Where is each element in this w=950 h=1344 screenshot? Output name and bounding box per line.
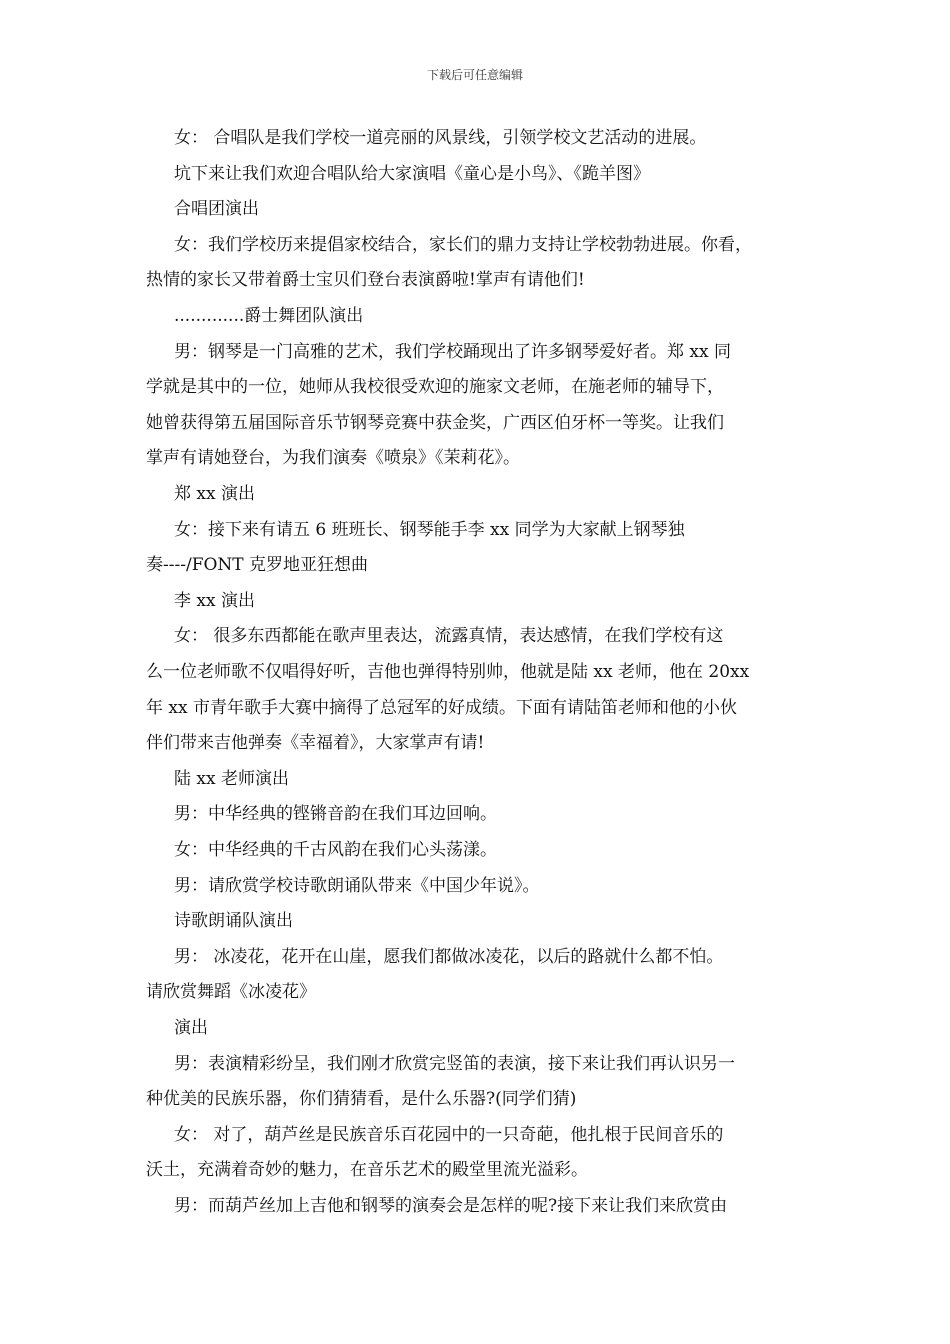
- text-line: 年 xx 市青年歌手大赛中摘得了总冠军的好成绩。下面有请陆笛老师和他的小伙: [146, 697, 737, 718]
- text-line: 诗歌朗诵队演出: [174, 911, 293, 932]
- text-line: 沃土，充满着奇妙的魅力，在音乐艺术的殿堂里流光溢彩。: [146, 1160, 588, 1181]
- text-line: 奏----/FONT 克罗地亚狂想曲: [146, 555, 369, 576]
- text-line: 郑 xx 演出: [174, 484, 255, 504]
- text-line: 么一位老师歌不仅唱得好听，吉他也弹得特别帅，他就是陆 xx 老师，他在 20xx: [146, 662, 750, 682]
- text-line: 男：而葫芦丝加上吉他和钢琴的演奏会是怎样的呢?接下来让我们来欣赏由: [174, 1196, 728, 1216]
- text-line: 坑下来让我们欢迎合唱队给大家演唱《童心是小鸟》、《跪羊图》: [174, 163, 650, 184]
- text-line: 请欣赏舞蹈《冰凌花》: [146, 982, 316, 1003]
- text-line: 她曾获得第五届国际音乐节钢琴竞赛中获金奖，广西区伯牙杯一等奖。让我们: [146, 412, 724, 433]
- text-line: 伴们带来吉他弹奏《幸福着》，大家掌声有请!: [146, 733, 485, 754]
- text-line: 女： 合唱队是我们学校一道亮丽的风景线，引领学校文艺活动的进展。: [174, 128, 707, 148]
- page-header: 下载后可任意编辑: [426, 68, 523, 82]
- text-line: 演出: [174, 1018, 208, 1038]
- text-line: 掌声有请她登台，为我们演奏《喷泉》《茉莉花》。: [146, 448, 520, 469]
- text-line: 男：钢琴是一门高雅的艺术，我们学校踊现出了许多钢琴爱好者。郑 xx 同: [174, 341, 731, 362]
- text-line: 女： 对了，葫芦丝是民族音乐百花园中的一只奇葩，他扎根于民间音乐的: [174, 1124, 724, 1145]
- text-line: 男：表演精彩纷呈，我们刚才欣赏完竖笛的表演，接下来让我们再认识另一: [174, 1053, 735, 1074]
- text-line: 男：中华经典的铿锵音韵在我们耳边回响。: [174, 804, 497, 825]
- text-line: 女：接下来有请五 6 班班长、钢琴能手李 xx 同学为大家献上钢琴独: [174, 519, 685, 540]
- text-line: 陆 xx 老师演出: [174, 768, 289, 789]
- text-line: 热情的家长又带着爵士宝贝们登台表演爵啦!掌声有请他们!: [146, 270, 585, 291]
- text-line: 男：请欣赏学校诗歌朗诵队带来《中国少年说》。: [174, 875, 540, 896]
- text-line: 种优美的民族乐器，你们猜猜看，是什么乐器?(同学们猜): [146, 1089, 577, 1110]
- text-line: 女：中华经典的千古风韵在我们心头荡漾。: [174, 840, 497, 860]
- text-line: 李 xx 演出: [174, 590, 255, 611]
- text-line: 合唱团演出: [174, 199, 259, 220]
- text-line: 学就是其中的一位，她师从我校很受欢迎的施家文老师，在施老师的辅导下，: [146, 377, 724, 398]
- text-line: 女：我们学校历来提倡家校结合，家长们的鼎力支持让学校勃勃进展。你看，: [174, 234, 752, 255]
- text-line: .............爵士舞团队演出: [174, 306, 364, 326]
- text-line: 男： 冰凌花，花开在山崖，愿我们都做冰凌花，以后的路就什么都不怕。: [174, 946, 724, 967]
- text-line: 女： 很多东西都能在歌声里表达，流露真情，表达感情，在我们学校有这: [174, 626, 724, 647]
